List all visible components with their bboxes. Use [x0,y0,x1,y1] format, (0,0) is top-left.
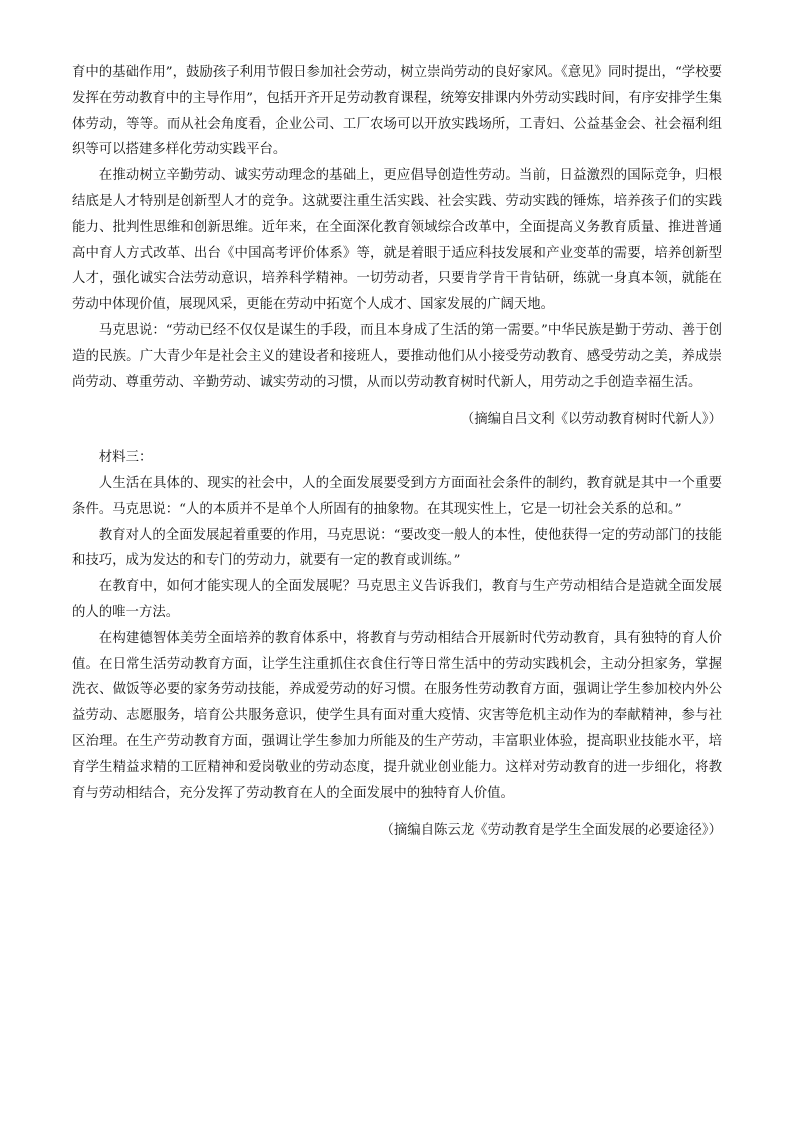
paragraph-marx-quote: 马克思说：“劳动已经不仅仅是谋生的手段，而且本身成了生活的第一需要。”中华民族是勤于劳动、善于创造的民族。广大青少年是社会主义的建设者和接班人，要推动他们从小接受劳动教育、感受劳动之美，养成崇尚劳动、尊重劳动、辛勤劳动、诚实劳动的习惯，从而以劳动教育树时代新人，用劳动之手创造幸福生活。 [72,322,722,390]
document-body [72,60,722,856]
source-citation-a: （摘编自吕文利《以劳动教育树时代新人》） [460,412,722,428]
source-citation-b: （摘编自陈云龙《劳动教育是学生全面发展的必要途径》） [380,823,722,839]
paragraph-education-system: 在构建德智体美劳全面培养的教育体系中，将教育与劳动相结合开展新时代劳动教育，具有独特的育人价值。在日常生活劳动教育方面，让学生注重抓住衣食住行等日常生活中的劳动实践机会，主动分担家务，掌握洗衣、做饭等必要的家务劳动技能，养成爱劳动的好习惯。在服务性劳动教育方面，强调让学生参加校内外公益劳动、志愿服务，培育公共服务意识，使学生具有面对重大疫情、灾害等危机主动作为的奉献精神，参与社区治理。在生产劳动教育方面，强调让学生参加力所能及的生产劳动，丰富职业体验，提高职业技能水平，培育学生精益求精的工匠精神和爱岗敬业的劳动态度，提升就业创业能力。这样对劳动教育的进一步细化，将教育与劳动相结合，充分发挥了劳动教育在人的全面发展中的独特育人价值。 [72,630,722,801]
paragraph-creative-labor: 在推动树立辛勤劳动、诚实劳动理念的基础上，更应倡导创造性劳动。当前，日益激烈的国际竞争，归根结底是人才特别是创新型人才的竞争。这就要注重生活实践、社会实践、劳动实践的锤炼，培养孩子们的实践能力、批判性思维和创新思维。近年来，在全面深化教育领域综合改革中，全面提高义务教育质量、推进普通高中育人方式改革、出台《中国高考评价体系》等，就是着眼于适应科技发展和产业变革的需要，培养创新型人才，强化诚实合法劳动意识，培养科学精神。一切劳动者，只要肯学肯干肯钻研，练就一身真本领，就能在劳动中体现价值，展现风采，更能在劳动中拓宽个人成才、国家发展的广阔天地。 [72,168,722,313]
paragraph-how-to-achieve: 在教育中，如何才能实现人的全面发展呢？马克思主义告诉我们，教育与生产劳动相结合是造就全面发展的人的唯一方法。 [72,579,722,620]
material-three-heading: 材料三： [98,450,153,466]
paragraph-continued: 育中的基础作用”，鼓励孩子利用节假日参加社会劳动，树立崇尚劳动的良好家风。《意见》同时提出，“学校要发挥在劳动教育中的主导作用”，包括开齐开足劳动教育课程，统筹安排课内外劳动实践时间，有序安排学生集体劳动，等等。而从社会角度看，企业公司、工厂农场可以开放实践场所，工青妇、公益基金会、社会福利组织等可以搭建多样化劳动实践平台。 [72,65,722,158]
paragraph-education-role: 教育对人的全面发展起着重要的作用，马克思说：“要改变一般人的本性，使他获得一定的劳动部门的技能和技巧，成为发达的和专门的劳动力，就要有一定的教育或训练。” [72,527,722,569]
paragraph-social-conditions: 人生活在具体的、现实的社会中，人的全面发展要受到方方面面社会条件的制约，教育就是其中一个重要条件。马克思说：“人的本质并不是单个人所固有的抽象物。在其现实性上，它是一切社会关系的总和。” [72,475,722,517]
